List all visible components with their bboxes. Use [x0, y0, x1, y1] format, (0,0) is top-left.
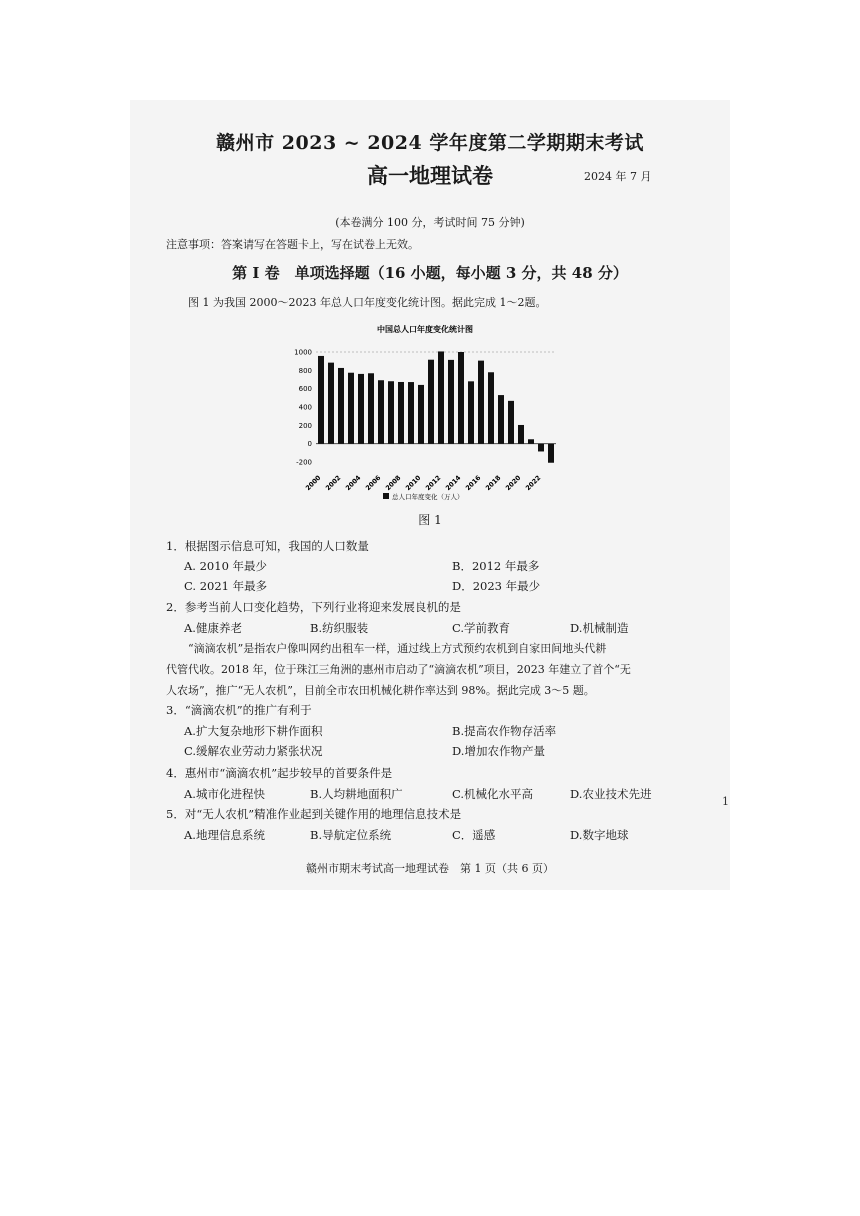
x-tick-label: 2012	[423, 473, 443, 493]
question-4-stem: 4．惠州市“滴滴农机”起步较早的首要条件是	[166, 766, 393, 780]
x-tick-label: 2010	[403, 473, 423, 493]
bar-2008	[398, 382, 404, 444]
passage-line-3: 人农场”，推广“无人农机”，目前全市农田机械化耕作率达到 98%。据此完成 3～5 题。	[166, 684, 595, 697]
bar-2013	[448, 360, 454, 444]
q1-option-c: C. 2021 年最多	[184, 579, 268, 593]
bar-2018	[498, 395, 504, 444]
q4-option-c: C.机械化水平高	[452, 787, 534, 801]
q2-option-c: C.学前教育	[452, 621, 511, 635]
question-3-stem: 3．“滴滴农机”的推广有利于	[166, 703, 312, 717]
exam-date: 2024 年 7 月	[584, 170, 652, 183]
q5-option-d: D.数字地球	[570, 828, 629, 842]
x-tick-label: 2018	[483, 473, 503, 493]
q1-option-d: D．2023 年最少	[452, 579, 541, 593]
bar-2003	[348, 373, 354, 444]
x-tick-label: 2004	[343, 473, 363, 493]
x-tick-label: 2020	[503, 473, 523, 493]
bar-2002	[338, 368, 344, 444]
q2-option-b: B.纺织服装	[310, 621, 369, 635]
q5-option-c: C．遥感	[452, 828, 496, 842]
exam-subtitle: 高一地理试卷	[367, 163, 493, 188]
q1-option-b: B．2012 年最多	[452, 559, 540, 573]
bar-2014	[458, 352, 464, 444]
chart-legend	[383, 492, 464, 501]
bar-2005	[368, 373, 374, 443]
question-5-stem: 5．对“无人农机”精准作业起到关键作用的地理信息技术是	[166, 807, 462, 821]
notice: 注意事项：答案请写在答题卡上，写在试卷上无效。	[166, 238, 419, 251]
y-tick-label: 600	[298, 385, 312, 394]
q1-option-a: A. 2010 年最少	[184, 559, 268, 573]
bar-2016	[478, 361, 484, 444]
population-chart	[280, 320, 570, 505]
exam-title: 赣州市 2023 ~ 2024 学年度第二学期期末考试	[216, 132, 644, 154]
x-tick-label: 2002	[323, 473, 343, 493]
q4-option-d: D.农业技术先进	[570, 787, 652, 801]
bar-2015	[468, 381, 474, 443]
passage-line-2: 代管代收。2018 年，位于珠江三角洲的惠州市启动了“滴滴农机”项目，2023 年建立了首个“无	[166, 663, 631, 676]
bar-2000	[318, 356, 324, 444]
bar-2011	[428, 360, 434, 444]
q3-option-c: C.缓解农业劳动力紧张状况	[184, 744, 323, 758]
margin-mark: 1	[722, 795, 729, 808]
bar-2001	[328, 363, 334, 444]
y-tick-label: 200	[298, 421, 312, 430]
chart-title: 中国总人口年度变化统计图	[377, 325, 473, 334]
q4-option-b: B.人均耕地面积广	[310, 787, 403, 801]
x-tick-label: 2016	[463, 473, 483, 493]
bar-2007	[388, 381, 394, 443]
section-heading: 第 I 卷 单项选择题（16 小题，每小题 3 分，共 48 分）	[232, 264, 628, 282]
score-note: (本卷满分 100 分，考试时间 75 分钟)	[335, 216, 525, 229]
x-tick-label: 2008	[383, 473, 403, 493]
q5-option-b: B.导航定位系统	[310, 828, 392, 842]
bar-2021	[528, 439, 534, 443]
bar-2009	[408, 382, 414, 444]
question-1-stem: 1．根据图示信息可知，我国的人口数量	[166, 539, 369, 553]
legend-label: 总人口年度变化（万人）	[392, 493, 464, 501]
y-tick-label: 800	[298, 366, 312, 375]
q3-option-a: A.扩大复杂地形下耕作面积	[184, 724, 323, 738]
x-tick-label: 2000	[303, 473, 323, 493]
bar-2017	[488, 372, 494, 443]
bar-2023	[548, 444, 554, 463]
q2-option-d: D.机械制造	[570, 621, 629, 635]
bars	[318, 351, 554, 462]
y-tick-label: 400	[298, 403, 312, 412]
x-tick-label: 2014	[443, 473, 463, 493]
x-tick-label: 2022	[523, 473, 543, 493]
bar-2010	[418, 385, 424, 444]
x-tick-label: 2006	[363, 473, 383, 493]
bar-2020	[518, 425, 524, 444]
q5-option-a: A.地理信息系统	[184, 828, 265, 842]
y-tick-label: 1000	[294, 348, 312, 357]
question-2-stem: 2．参考当前人口变化趋势，下列行业将迎来发展良机的是	[166, 600, 461, 614]
passage-line-1: “滴滴农机”是指农户像叫网约出租车一样，通过线上方式预约农机到自家田间地头代耕	[188, 642, 607, 655]
page-footer: 赣州市期末考试高一地理试卷 第 1 页（共 6 页）	[306, 862, 554, 875]
y-tick-label: -200	[296, 458, 312, 467]
bar-2019	[508, 401, 514, 444]
q3-option-d: D.增加农作物产量	[452, 744, 545, 758]
y-tick-label: 0	[307, 440, 312, 449]
q3-option-b: B.提高农作物存活率	[452, 724, 557, 738]
bar-2006	[378, 380, 384, 443]
bar-2012	[438, 351, 444, 443]
bar-2004	[358, 374, 364, 444]
legend-swatch	[383, 493, 389, 499]
q2-option-a: A.健康养老	[184, 621, 242, 635]
figure-caption: 图 1	[418, 513, 442, 527]
x-axis	[304, 473, 542, 492]
bar-2022	[538, 444, 544, 452]
q4-option-a: A.城市化进程快	[184, 787, 265, 801]
section-intro: 图 1 为我国 2000～2023 年总人口年度变化统计图。据此完成 1～2题。	[188, 296, 547, 309]
